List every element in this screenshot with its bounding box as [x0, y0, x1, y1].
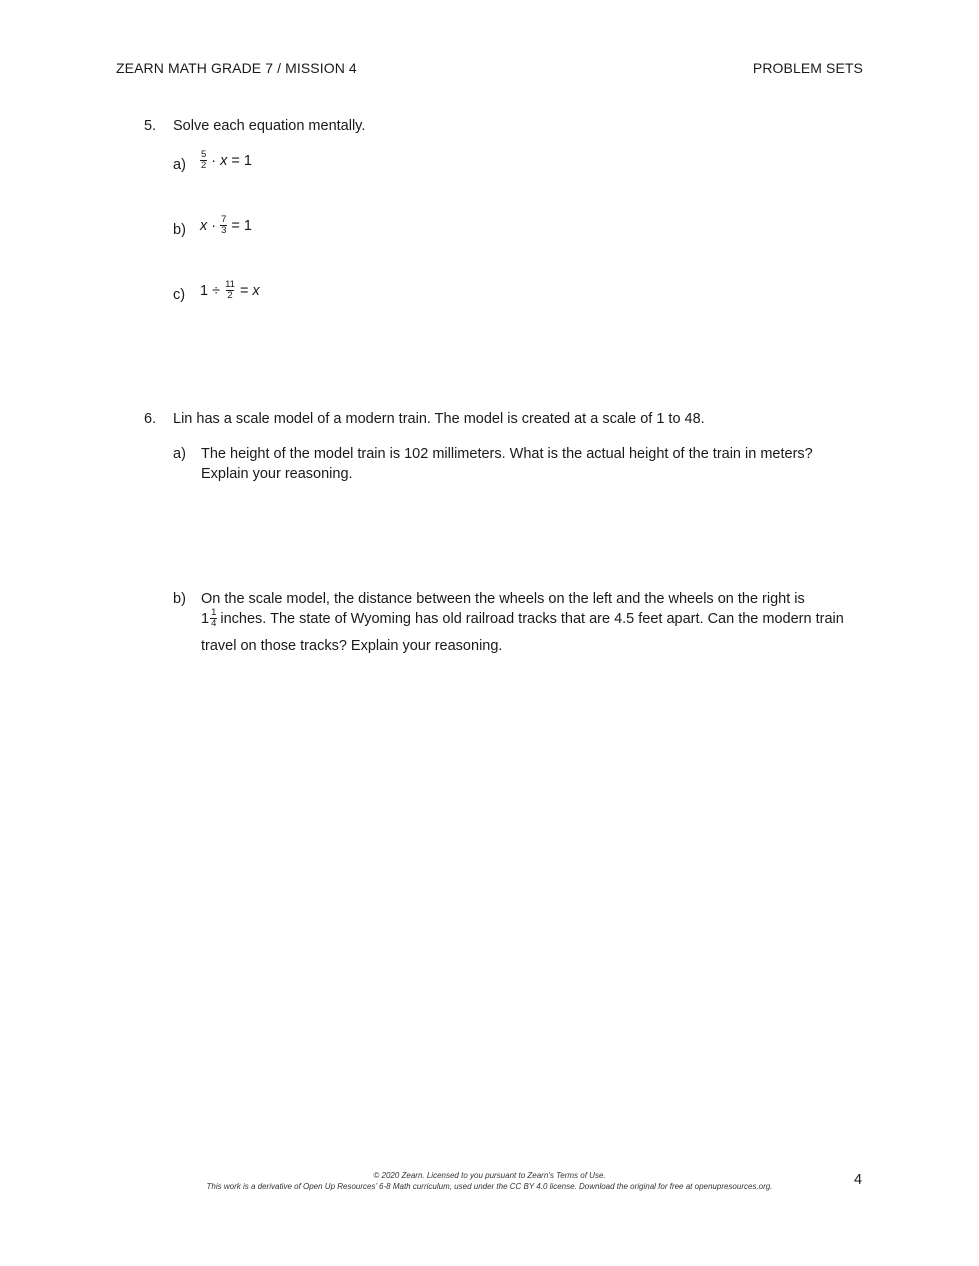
problem-6a-label: a) [173, 446, 186, 462]
numerator: 1 [211, 607, 217, 618]
equation-rest: = 1 [231, 217, 252, 234]
numerator: 7 [221, 214, 227, 225]
fraction [220, 215, 227, 236]
problem-6b-line-3: travel on those tracks? Explain your reasoning. [201, 638, 503, 654]
problem-6b-line-2-text: inches. The state of Wyoming has old railroad tracks that are 4.5 feet apart. Can the modern train [220, 610, 844, 627]
operator: · [211, 152, 217, 169]
variable: x [220, 152, 228, 169]
problem-6b-line-2 [201, 608, 844, 629]
denominator: 4 [211, 618, 217, 629]
fraction [200, 150, 207, 171]
denominator: 3 [221, 225, 227, 236]
operator: · [211, 217, 217, 234]
denominator: 2 [227, 290, 233, 301]
problem-5a-equation [200, 150, 252, 171]
header-section: PROBLEM SETS [752, 60, 863, 76]
problem-5b-label: b) [173, 222, 186, 238]
numerator: 5 [201, 149, 207, 160]
mixed-number [201, 608, 220, 629]
page-number: 4 [854, 1172, 863, 1188]
problem-6-prompt: Lin has a scale model of a modern train. The model is created at a scale of 1 to 48. [173, 411, 705, 427]
problem-5b-equation [200, 215, 252, 236]
problem-6a-line-2: Explain your reasoning. [201, 466, 353, 482]
fraction [210, 608, 217, 629]
variable: x [200, 217, 208, 234]
equals-sign: = [239, 282, 249, 299]
problem-5c-label: c) [173, 287, 186, 303]
variable: x [252, 282, 260, 299]
header-title: ZEARN MATH GRADE 7 / MISSION 4 [116, 60, 357, 76]
problem-6b-label: b) [173, 591, 186, 607]
problem-5c-equation [200, 280, 260, 301]
problem-5a-label: a) [173, 157, 186, 173]
problem-6a-line-1: The height of the model train is 102 millimeters. What is the actual height of the train in meters? [201, 446, 813, 462]
whole-part: 1 [201, 610, 210, 627]
footer-license [0, 1170, 979, 1192]
equation-rest: = 1 [231, 152, 252, 169]
numerator: 11 [225, 279, 235, 290]
equation-lead: 1 ÷ [200, 282, 221, 299]
denominator: 2 [201, 160, 207, 171]
problem-6-number: 6. [144, 411, 157, 427]
problem-6b-line-1: On the scale model, the distance between the wheels on the left and the wheels on the right is [201, 591, 805, 607]
fraction [224, 280, 236, 301]
footer-line-1: © 2020 Zearn. Licensed to you pursuant to Zearn’s Terms of Use. [373, 1171, 606, 1180]
problem-5-number: 5. [144, 118, 157, 134]
problem-5-prompt: Solve each equation mentally. [173, 118, 366, 134]
footer-line-2: This work is a derivative of Open Up Resources’ 6-8 Math curriculum, used under the CC BY 4.0 license. Download the original for free at openupresources.org. [206, 1182, 773, 1191]
